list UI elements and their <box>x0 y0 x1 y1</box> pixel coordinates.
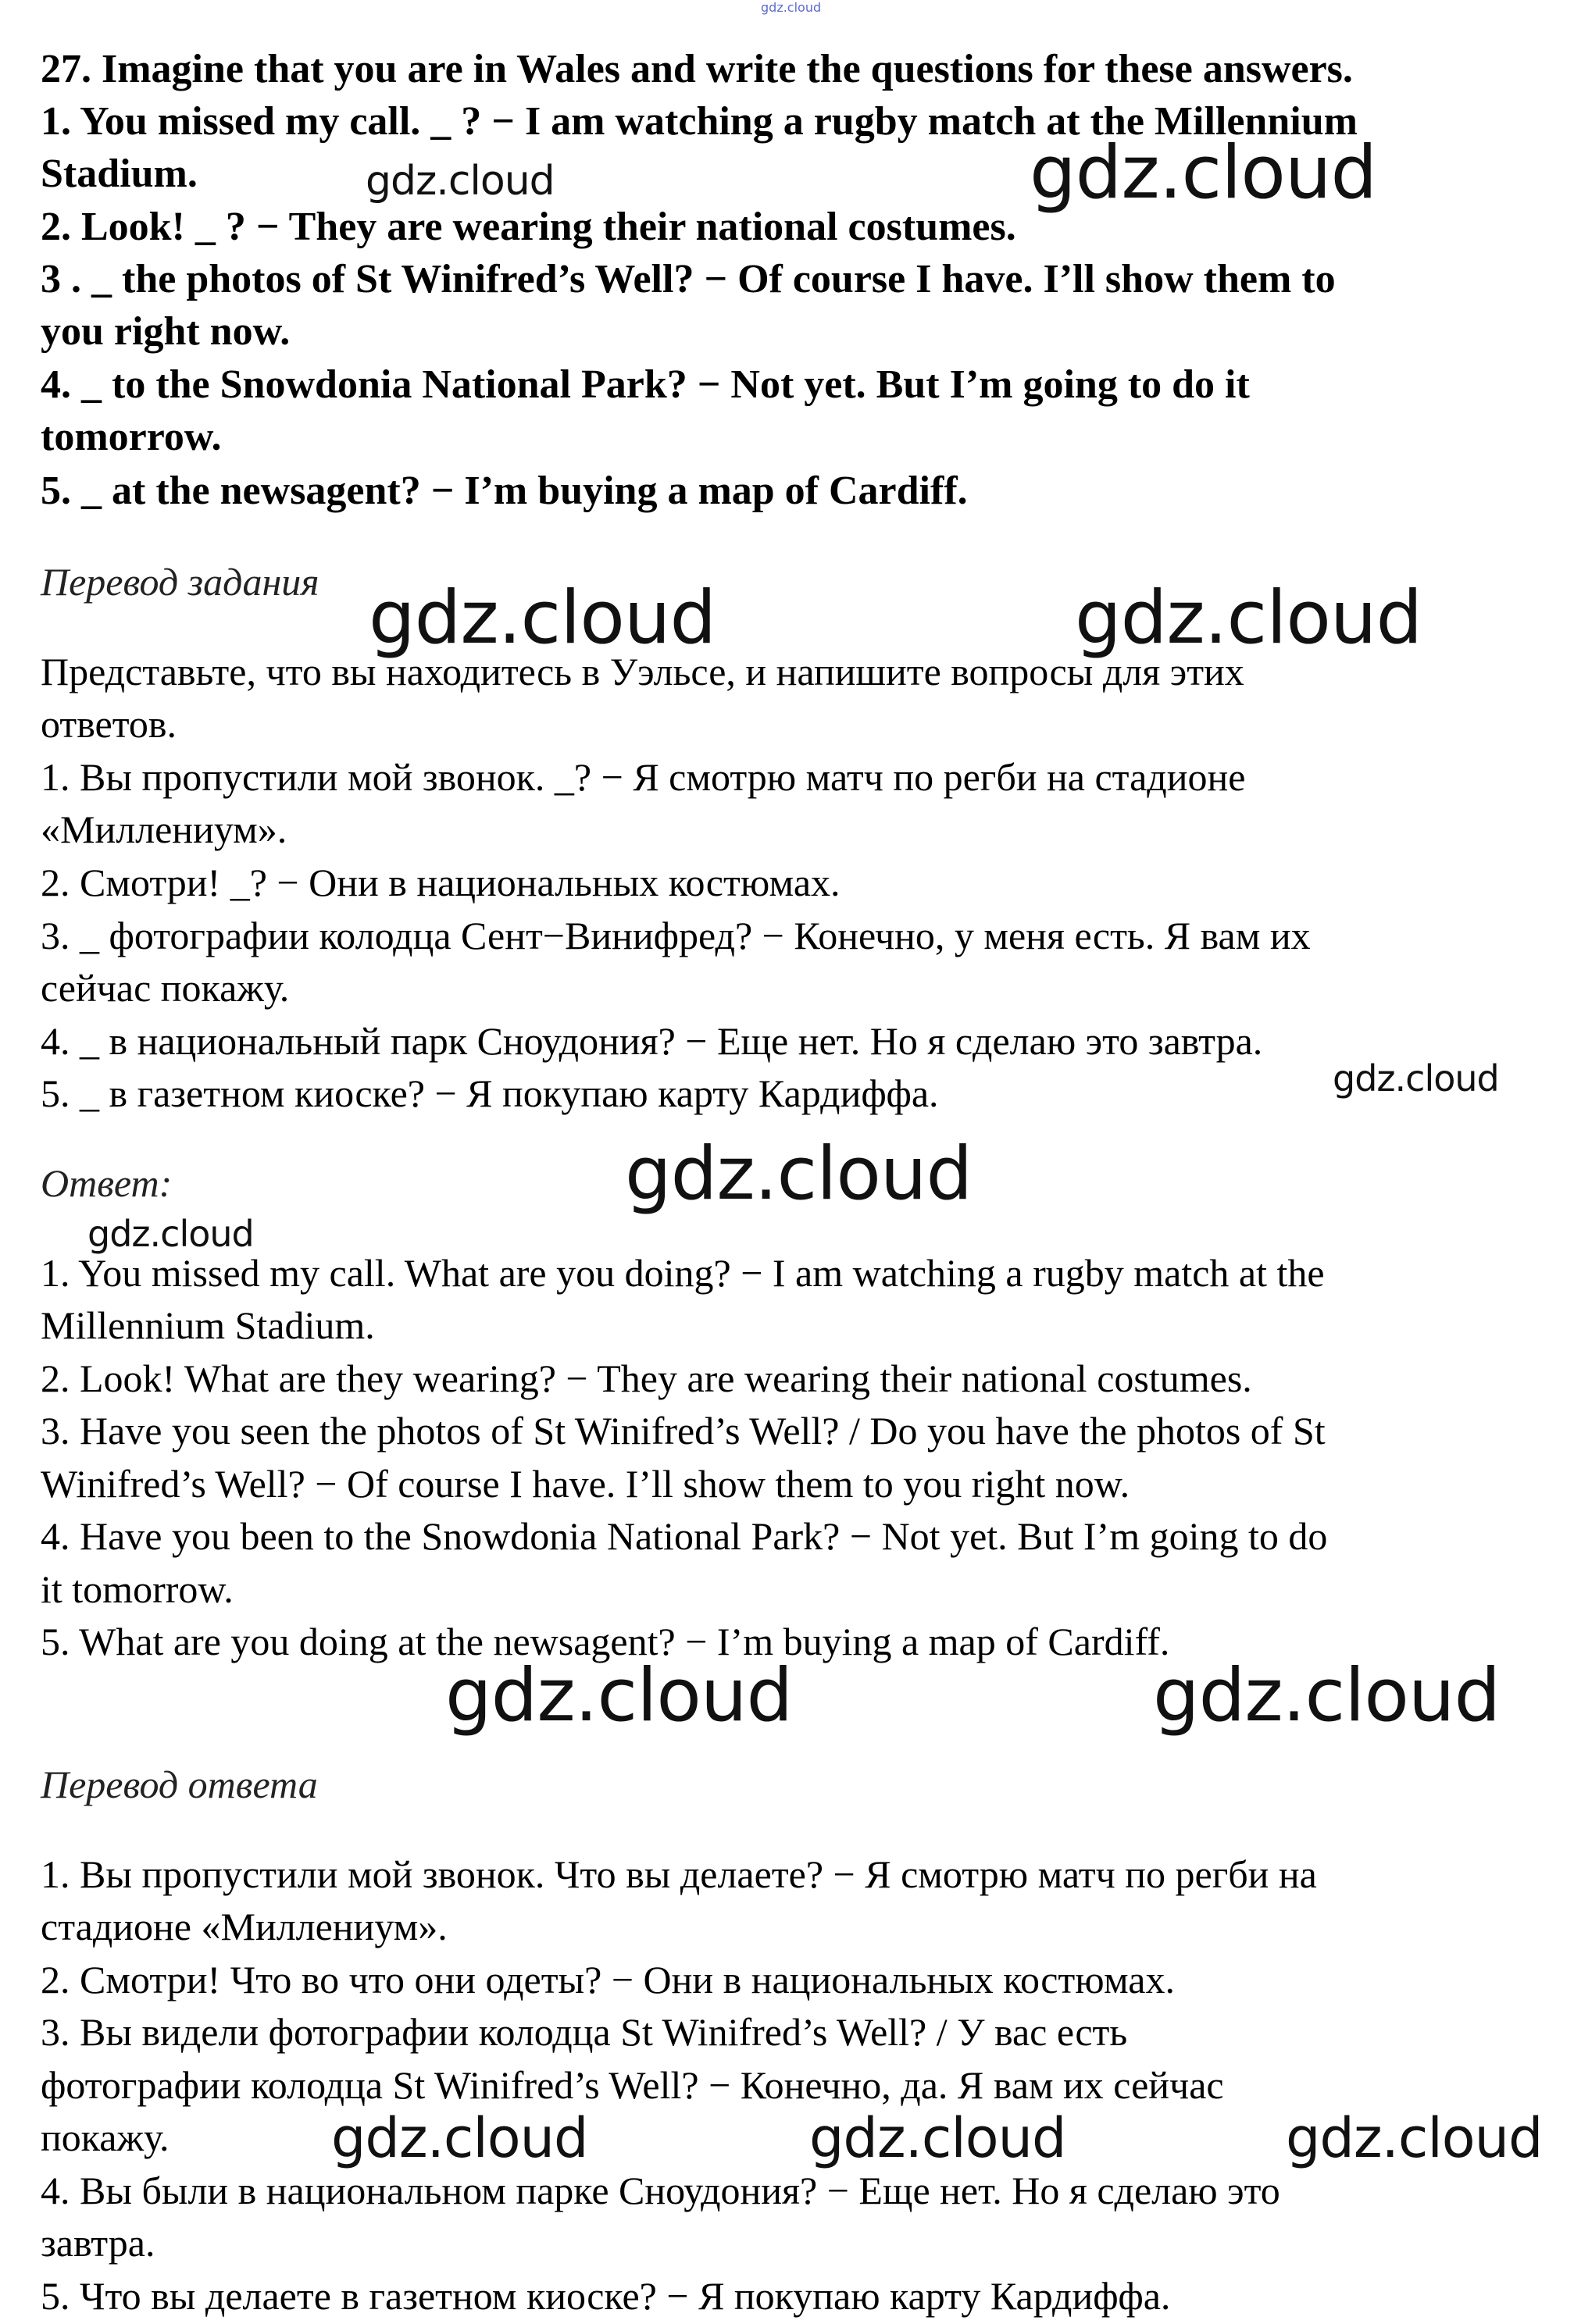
watermark: gdz.cloud <box>625 1132 973 1217</box>
task-line: 5. _ at the newsagent? − I’m buying a map of Cardiff. <box>41 469 968 513</box>
task-title: 27. Imagine that you are in Wales and write the questions for these answers. <box>41 47 1353 91</box>
task-line: tomorrow. <box>41 415 222 459</box>
task-line: 3 . _ the photos of St Winifred’s Well? − Of course I have. I’ll show them to <box>41 257 1336 301</box>
answer-line: Millennium Stadium. <box>41 1303 375 1347</box>
watermark: gdz.cloud <box>1333 1057 1499 1100</box>
answer-translation-line: завтра. <box>41 2221 155 2265</box>
answer-translation-line: 5. Что вы делаете в газетном киоске? − Я покупаю карту Кардиффа. <box>41 2274 1171 2318</box>
watermark: gdz.cloud <box>331 2106 588 2170</box>
answer-translation-line: стадионе «Миллениум». <box>41 1905 448 1948</box>
answer-line: 1. You missed my call. What are you doing? − I am watching a rugby match at the <box>41 1251 1325 1295</box>
task-line: 1. You missed my call. _ ? − I am watching a rugby match at the Millennium <box>41 99 1358 144</box>
watermark: gdz.cloud <box>445 1653 793 1738</box>
translation-line: сейчас покажу. <box>41 966 290 1010</box>
answer-translation-line: покажу. <box>41 2115 170 2159</box>
answer-line: 3. Have you seen the photos of St Winifred’s Well? / Do you have the photos of St <box>41 1409 1326 1452</box>
answer-line: Winifred’s Well? − Of course I have. I’ll show them to you right now. <box>41 1462 1130 1506</box>
translation-line: 5. _ в газетном киоске? − Я покупаю карту Кардиффа. <box>41 1071 939 1115</box>
task-line: 2. Look! _ ? − They are wearing their national costumes. <box>41 205 1016 249</box>
answer-line: 4. Have you been to the Snowdonia National Park? − Not yet. But I’m going to do <box>41 1514 1328 1558</box>
answer-translation-line: 1. Вы пропустили мой звонок. Что вы делаете? − Я смотрю матч по регби на <box>41 1852 1317 1896</box>
watermark: gdz.cloud <box>369 576 716 661</box>
watermark: gdz.cloud <box>1030 130 1377 216</box>
answer-line: it tomorrow. <box>41 1567 234 1611</box>
answer-translation-line: 4. Вы были в национальном парке Сноудония? − Еще нет. Но я сделаю это <box>41 2169 1280 2212</box>
task-line: Stadium. <box>41 151 198 196</box>
translation-line: Представьте, что вы находитесь в Уэльсе, и напишите вопросы для этих <box>41 650 1244 693</box>
translation-line: 2. Смотри! _? − Они в национальных костюмах. <box>41 861 841 904</box>
watermark: gdz.cloud <box>1075 576 1422 661</box>
answer-translation-line: 2. Смотри! Что во что они одеты? − Они в национальных костюмах. <box>41 1958 1175 2001</box>
translation-line: 3. _ фотографии колодца Сент−Винифред? − Конечно, у меня есть. Я вам их <box>41 914 1311 957</box>
answer-translation-line: фотографии колодца St Winifred’s Well? − Конечно, да. Я вам их сейчас <box>41 2063 1224 2107</box>
answer-line: 2. Look! What are they wearing? − They are wearing their national costumes. <box>41 1356 1252 1400</box>
translation-heading: Перевод задания <box>41 560 319 604</box>
task-line: 4. _ to the Snowdonia National Park? − Not yet. But I’m going to do it <box>41 362 1250 407</box>
answer-translation-line: 3. Вы видели фотографии колодца St Winifred’s Well? / У вас есть <box>41 2010 1128 2054</box>
answer-heading: Ответ: <box>41 1161 173 1205</box>
watermark: gdz.cloud <box>87 1213 254 1255</box>
answer-line: 5. What are you doing at the newsagent? − I’m buying a map of Cardiff. <box>41 1620 1170 1663</box>
watermark: gdz.cloud <box>809 2106 1066 2170</box>
translation-line: ответов. <box>41 702 177 746</box>
watermark: gdz.cloud <box>1286 2106 1543 2170</box>
translation-line: 1. Вы пропустили мой звонок. _? − Я смотрю матч по регби на стадионе <box>41 755 1246 799</box>
watermark: gdz.cloud <box>366 158 555 205</box>
top-watermark: gdz.cloud <box>761 0 822 15</box>
answer-translation-heading: Перевод ответа <box>41 1763 318 1806</box>
watermark: gdz.cloud <box>1153 1653 1501 1738</box>
translation-line: 4. _ в национальный парк Сноудония? − Еще нет. Но я сделаю это завтра. <box>41 1019 1263 1063</box>
translation-line: «Миллениум». <box>41 807 287 851</box>
task-line: you right now. <box>41 309 291 354</box>
